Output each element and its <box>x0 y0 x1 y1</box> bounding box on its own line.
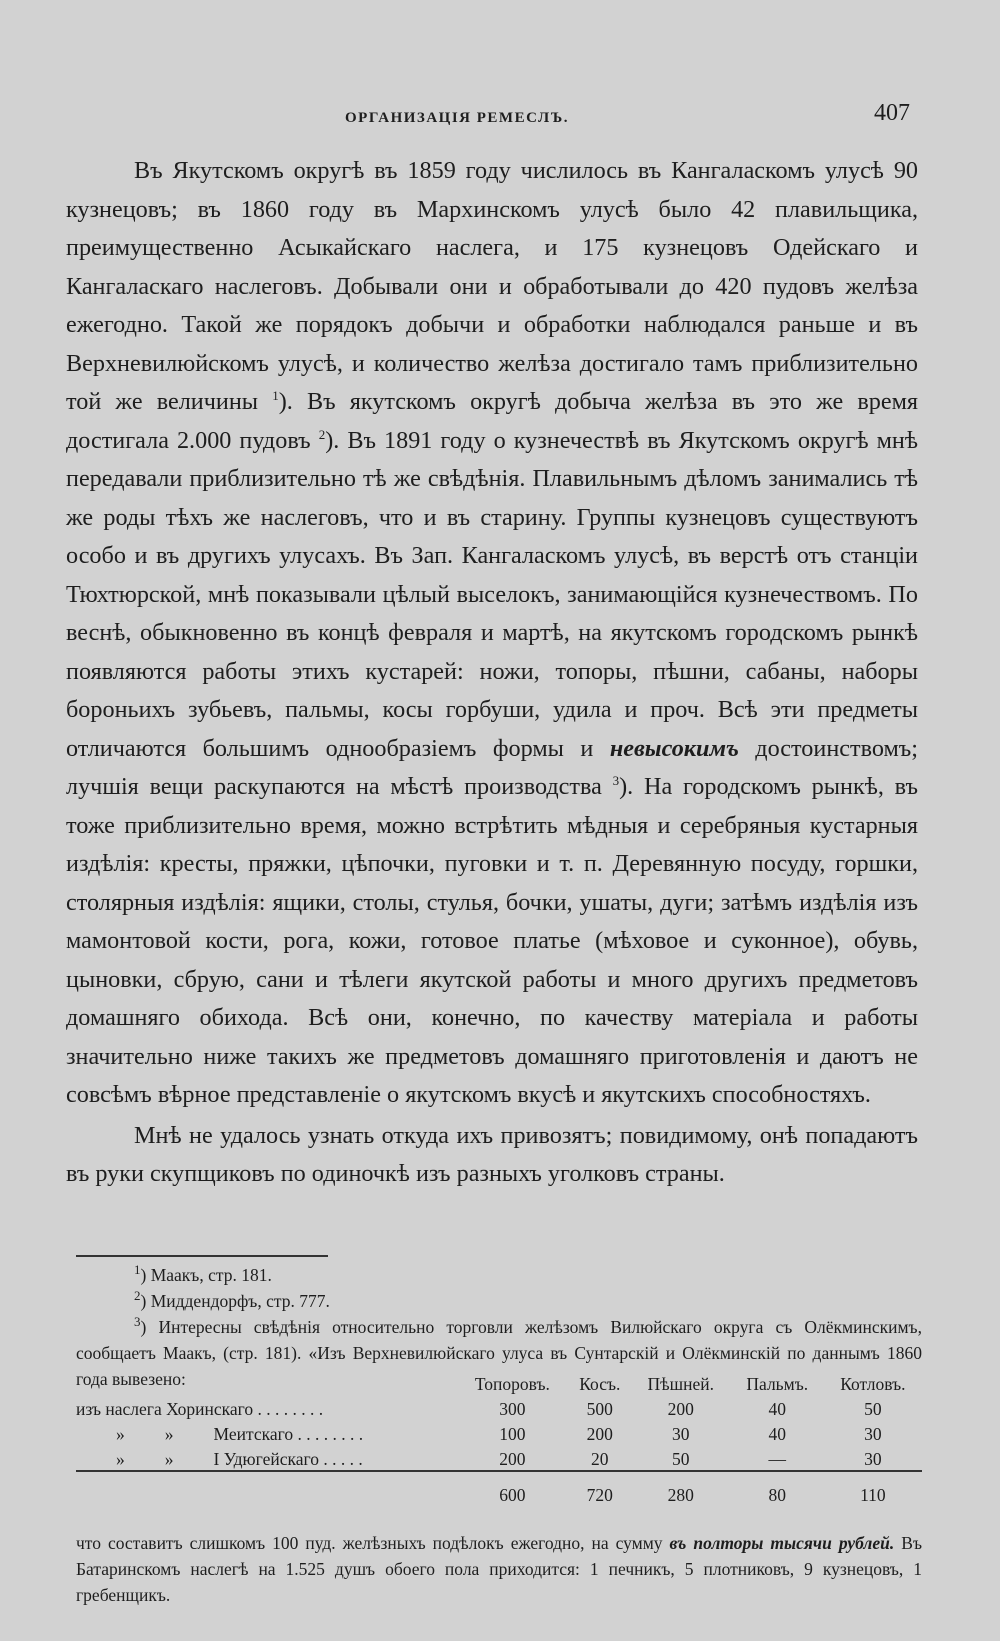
column-header: Косъ. <box>579 1374 621 1394</box>
running-title: ОРГАНИЗАЦІЯ РЕМЕСЛЪ. <box>345 110 569 126</box>
row-label: » » Меитскаго . . . . . . . . <box>116 1424 364 1444</box>
footnote-2-mark: 2 <box>134 1288 141 1304</box>
table-row <box>76 1420 922 1445</box>
emphasized-word: невысокимъ <box>609 734 739 762</box>
table-cell: 30 <box>864 1424 882 1444</box>
paragraph-1-part-b: ). Въ якутскомъ округѣ добыча желѣза въ это же время достигала 2.000 пудовъ <box>66 388 919 454</box>
footnote-divider <box>76 1255 328 1257</box>
table-cell: 200 <box>667 1399 694 1419</box>
table-cell: 40 <box>768 1399 787 1419</box>
paragraph-1-part-a: Въ Якутскомъ округѣ въ 1859 году числилось въ Кангаласкомъ улусѣ 90 кузнецовъ; въ 1860 году въ Мархинскомъ улусѣ было 42 плавильщика, преимущественно Асыкайскаго наслега, и 175 кузнецовъ Одейскаго и Кангаласкаго наслеговъ. Добывали они и обработывали до 420 пудовъ желѣза ежегодно. Такой же порядокъ добычи и обработки наблюдался раньше и въ Верхневилюйскомъ улусѣ, и количество желѣза достигало тамъ приблизительно той же величины <box>66 157 918 415</box>
column-header: Пѣшней. <box>647 1374 715 1394</box>
paragraph-2: Мнѣ не удалось узнать откуда ихъ привозятъ; повидимому, онѣ попадаютъ въ руки скупщиковъ по одиночкѣ изъ разныхъ уголковъ страны. <box>66 1121 918 1187</box>
footnote-1-text: ) Маакъ, стр. 181. <box>140 1265 272 1285</box>
row-label: » » I Удюгейскаго . . . . . <box>116 1449 363 1469</box>
footnote-3-text: ) Интересны свѣдѣнія относительно торговли желѣзомъ Вилюйскаго округа съ Олёкминскимъ, сообщаетъ Маакъ, (стр. 181). «Изъ Верхневилюйскаго улуса въ Сунтарскій и Олёкминскій по даннымъ 1860 года вывезено: <box>76 1317 922 1389</box>
footnote-1-mark: 1 <box>134 1262 141 1278</box>
table-cell: 50 <box>672 1449 690 1469</box>
paragraph-1 <box>66 152 918 1115</box>
column-header: Котловъ. <box>840 1374 906 1394</box>
paragraph-1-part-e: ). На городскомъ рынкѣ, въ тоже приблизительно время, можно встрѣтить мѣдныя и серебряныя кустарныя издѣлія: кресты, пряжки, цѣпочки, пуговки и т. п. Деревянную посуду, горшки, столярныя издѣлія: ящики, столы, стулья, бочки, ушаты, дуги; затѣмъ издѣлія изъ мамонтовой кости, рога, кожи, готовое платье (мѣховое и суконное), обувь, цыновки, сбрую, сани и тѣлеги якутской работы и много другихъ предметовъ домашняго обихода. Всѣ они, конечно, по качеству матеріала и работы значительно ниже такихъ же предметовъ домашняго приготовленія и даютъ не совсѣмъ вѣрное представленіе о якутскомъ вкусѣ и якутскихъ способностяхъ. <box>66 773 919 1108</box>
footnote-3-continuation <box>76 1530 922 1608</box>
footnote-3-tail-b: Въ Батаринскомъ наслегѣ на 1.525 душъ обоего пола приходится: 1 печникъ, 5 плотниковъ, 9 кузнецовъ, 1 гребенщикъ. <box>76 1533 923 1605</box>
footnote-ref-2: 2 <box>318 426 326 442</box>
table-cell: 50 <box>864 1399 882 1419</box>
paragraph-1-part-c: ). Въ 1891 году о кузнечествѣ въ Якутскомъ округѣ мнѣ передавали приблизительно тѣ же свѣдѣнія. Плавильнымъ дѣломъ занимались тѣ же роды тѣхъ же наслеговъ, что и въ старину. Группы кузнецовъ существуютъ особо и въ другихъ улусахъ. Въ Зап. Кангаласкомъ улусѣ, въ верстѣ отъ станціи Тюхтюрской, мнѣ показывали цѣлый выселокъ, занимающійся кузнечествомъ. По веснѣ, обыкновенно въ концѣ февраля и мартѣ, на якутскомъ городскомъ рынкѣ появляются работы этихъ кустарей: ножи, топоры, пѣшни, сабаны, наборы бороньихъ зубьевъ, пальмы, косы горбуши, удила и проч. Всѣ эти предметы отличаются большимъ однообразіемъ формы и <box>66 426 918 762</box>
table-cell: 300 <box>499 1399 526 1419</box>
footnote-2-text: ) Миддендорфъ, стр. 777. <box>140 1291 330 1311</box>
total-cell: 80 <box>731 1471 824 1506</box>
total-cell: 600 <box>456 1471 569 1506</box>
table-cell: 30 <box>864 1449 882 1469</box>
footnote-3-tail-a: что составитъ слишкомъ 100 пуд. желѣзныхъ подѣлокъ ежегодно, на сумму <box>76 1533 663 1553</box>
export-table <box>76 1370 922 1506</box>
footnote-ref-3: 3 <box>612 772 620 788</box>
paragraph-1-part-d: достоинствомъ; лучшія вещи раскупаются на мѣстѣ производства <box>66 734 918 800</box>
table-cell: — <box>768 1449 787 1469</box>
total-cell: 720 <box>569 1471 631 1506</box>
table-row <box>76 1395 922 1420</box>
page-header <box>70 100 910 140</box>
footnote-2 <box>76 1288 922 1314</box>
total-cell: 110 <box>824 1471 922 1506</box>
column-header: Топоровъ. <box>474 1374 550 1394</box>
column-header: Пальмъ. <box>746 1374 809 1394</box>
page-number: 407 <box>874 100 910 126</box>
footnote-1 <box>76 1262 922 1288</box>
total-cell: 280 <box>631 1471 731 1506</box>
table-cell: 200 <box>499 1449 526 1469</box>
table-cell: 20 <box>591 1449 609 1469</box>
footnote-3-emphasis: въ полторы тысячи рублей. <box>669 1533 895 1553</box>
footnote-ref-1: 1 <box>272 387 279 403</box>
footnote-3-tail <box>76 1530 922 1608</box>
row-label: изъ наслега Хоринскаго . . . . . . . . <box>76 1399 324 1419</box>
table-cell: 200 <box>586 1424 613 1444</box>
table-cell: 40 <box>768 1424 787 1444</box>
footnote-3-mark: 3 <box>134 1314 141 1330</box>
table-header-row <box>76 1370 922 1395</box>
table-cell: 30 <box>672 1424 690 1444</box>
table-row <box>76 1445 922 1471</box>
table-cell: 100 <box>499 1424 526 1444</box>
table-cell: 500 <box>586 1399 613 1419</box>
table-total-row <box>76 1471 922 1506</box>
main-text <box>66 152 918 1194</box>
